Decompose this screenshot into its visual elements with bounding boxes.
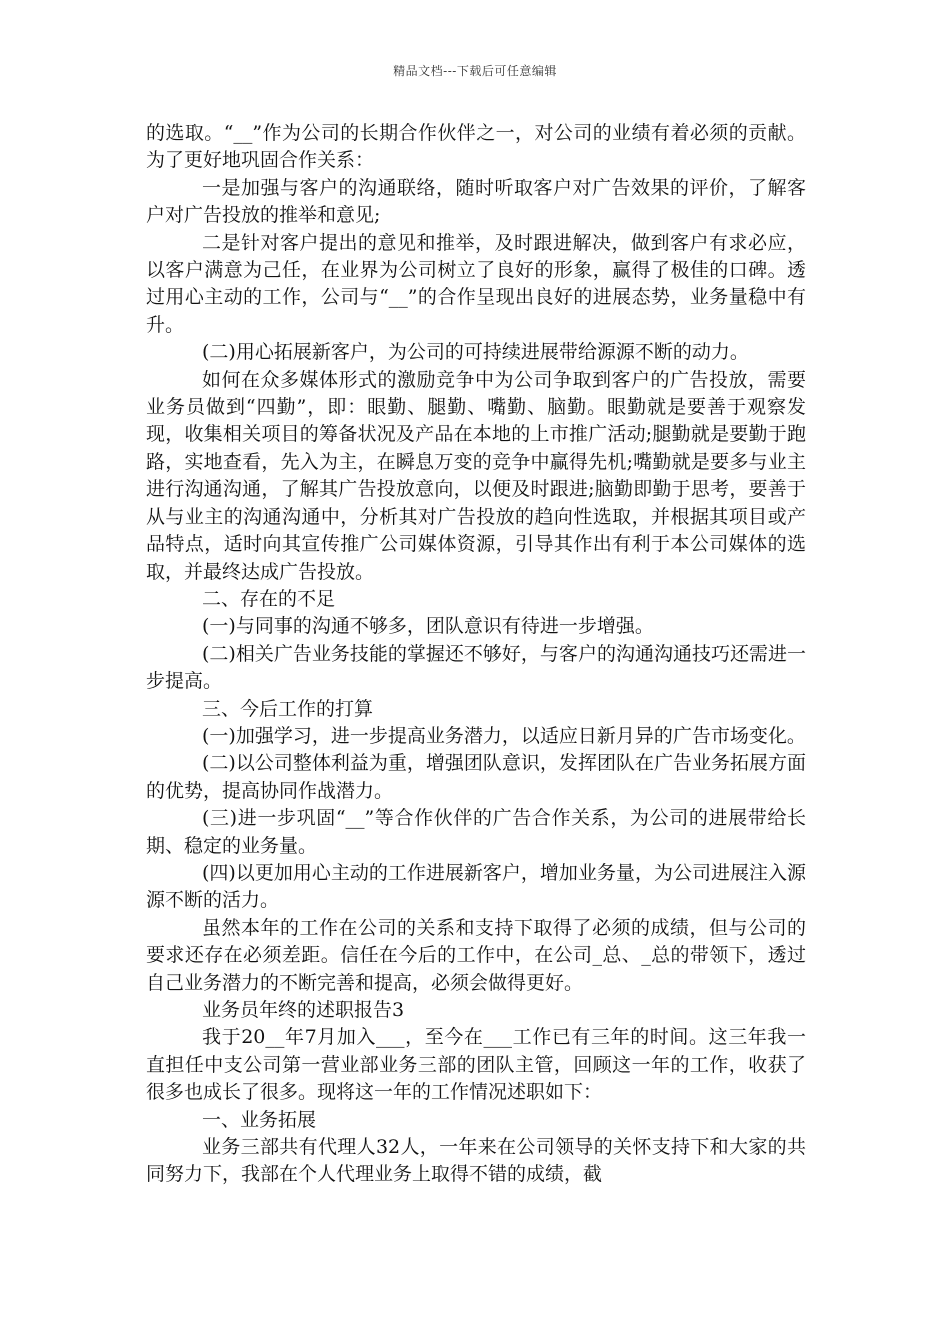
document-body <box>146 120 806 1189</box>
paragraph: (二)用心拓展新客户，为公司的可持续进展带给源源不断的动力。 <box>202 341 749 364</box>
paragraph: 的选取。“__”作为公司的长期合作伙伴之一，对公司的业绩有着必须的贡献。为了更好地巩固合作关系： <box>146 122 806 172</box>
paragraph: 虽然本年的工作在公司的关系和支持下取得了必须的成绩，但与公司的要求还存在必须差距。信任在今后的工作中，在公司_总、_总的带领下，透过自己业务潜力的不断完善和提高，必须会做得更好。 <box>146 916 806 994</box>
page-header: 精品文档---下载后可任意编辑 <box>393 64 557 78</box>
section-heading: 二、存在的不足 <box>202 587 336 610</box>
paragraph: 如何在众多媒体形式的激励竞争中为公司争取到客户的广告投放，需要业务员做到“四勤”，即：眼勤、腿勤、嘴勤、脑勤。眼勤就是要善于观察发现，收集相关项目的筹备状况及产品在本地的上市推广活动;腿勤就是要勤于跑路，实地查看，先入为主，在瞬息万变的竞争中赢得先机;嘴勤就是要多与业主进行沟通沟通，了解其广告投放意向，以便及时跟进;脑勤即勤于思考，要善于从与业主的沟通沟通中，分析其对广告投放的趋向性选取，并根据其项目或产品特点，适时向其宣传推广公司媒体资源，引导其作出有利于本公司媒体的选取，并最终达成广告投放。 <box>146 368 806 583</box>
paragraph: 一是加强与客户的沟通联络，随时听取客户对广告效果的评价，了解客户对广告投放的推举和意见; <box>146 176 806 227</box>
paragraph: 二是针对客户提出的意见和推举，及时跟进解决，做到客户有求必应，以客户满意为己任，在业界为公司树立了良好的形象，赢得了极佳的口碑。透过用心主动的工作，公司与“__”的合作呈现出良好的进展态势，业务量稳中有升。 <box>146 231 806 336</box>
paragraph: (一)加强学习，进一步提高业务潜力，以适应日新月异的广告市场变化。 <box>202 724 806 747</box>
paragraph: (二)相关广告业务技能的掌握还不够好，与客户的沟通沟通技巧还需进一步提高。 <box>146 642 806 693</box>
paragraph: 我于20__年7月加入___，至今在___工作已有三年的时间。这三年我一直担任中支公司第一营业部业务三部的团队主管，回顾这一年的工作，收获了很多也成长了很多。现将这一年的工作情况述职如下： <box>146 1026 806 1104</box>
paragraph: 业务三部共有代理人32人，一年来在公司领导的关怀支持下和大家的共同努力下，我部在个人代理业务上取得不错的成绩，截 <box>146 1136 806 1186</box>
section-heading: 三、今后工作的打算 <box>202 697 374 720</box>
paragraph: (二)以公司整体利益为重，增强团队意识，发挥团队在广告业务拓展方面的优势，提高协同作战潜力。 <box>146 752 806 802</box>
section-heading: 一、业务拓展 <box>202 1108 317 1131</box>
paragraph: (一)与同事的沟通不够多，团队意识有待进一步增强。 <box>202 615 654 638</box>
report-title: 业务员年终的述职报告3 <box>202 999 405 1021</box>
paragraph: (四)以更加用心主动的工作进展新客户，增加业务量，为公司进展注入源源不断的活力。 <box>146 861 806 912</box>
paragraph: (三)进一步巩固“__”等合作伙伴的广告合作关系，为公司的进展带给长期、稳定的业务量。 <box>146 807 806 857</box>
